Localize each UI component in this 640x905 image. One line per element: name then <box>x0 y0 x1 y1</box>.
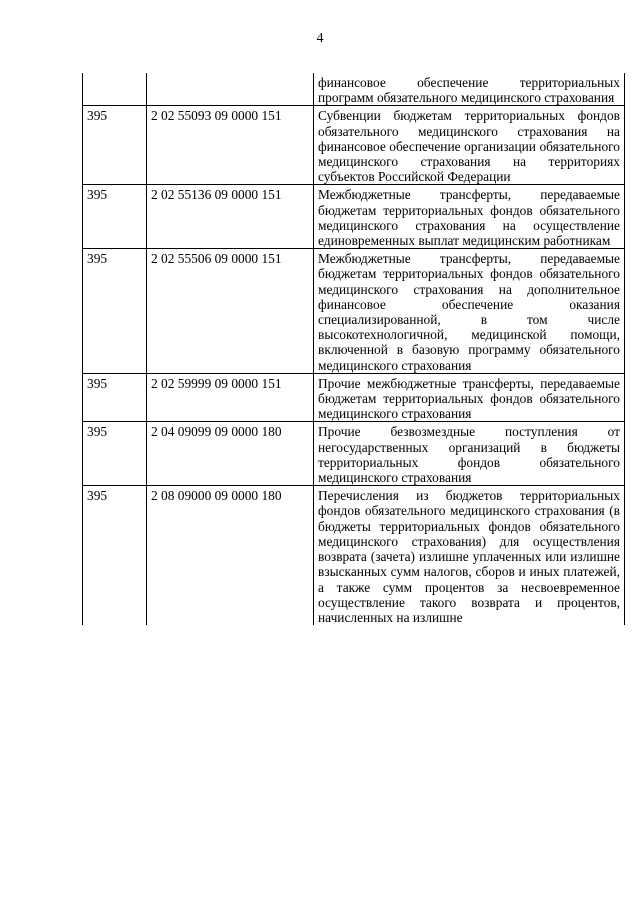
description-cell: Субвенции бюджетам территориальных фондов обязательного медицинского страхования на финансовое обеспечение организации обязательного медицинского страхования на территориях субъектов Российской Федерации <box>314 106 625 185</box>
admin-code-cell: 395 <box>83 422 147 486</box>
admin-code-cell: 395 <box>83 486 147 625</box>
table-row <box>83 373 625 422</box>
table-row <box>83 185 625 249</box>
revenue-code-cell: 2 02 55093 09 0000 151 <box>147 106 314 185</box>
table-row <box>83 486 625 625</box>
description-cell: Перечисления из бюджетов территориальных фондов обязательного медицинского страхования (в бюджеты территориальных фондов обязательного медицинского страхования) для осуществления возврата (зачета) излишне уплаченных или излишне взысканных сумм налогов, сборов и иных платежей, а также сумм процентов за несвоевременное осуществление такого возврата и процентов, начисленных на излишне <box>314 486 625 625</box>
description-cell: финансовое обеспечение территориальных программ обязательного медицинского страхования <box>314 73 625 106</box>
description-cell: Прочие межбюджетные трансферты, передаваемые бюджетам территориальных фондов обязательного медицинского страхования <box>314 373 625 422</box>
admin-code-cell: 395 <box>83 249 147 374</box>
table-row <box>83 249 625 374</box>
revenue-code-cell: 2 02 55136 09 0000 151 <box>147 185 314 249</box>
table-row <box>83 106 625 185</box>
revenue-code-cell <box>147 73 314 106</box>
revenue-code-cell: 2 08 09000 09 0000 180 <box>147 486 314 625</box>
description-cell: Прочие безвозмездные поступления от негосударственных организаций в бюджеты территориальных фондов обязательного медицинского страхования <box>314 422 625 486</box>
page-number: 4 <box>316 31 324 46</box>
description-cell: Межбюджетные трансферты, передаваемые бюджетам территориальных фондов обязательного медицинского страхования на осуществление единовременных выплат медицинским работникам <box>314 185 625 249</box>
admin-code-cell: 395 <box>83 185 147 249</box>
admin-code-cell <box>83 73 147 106</box>
admin-code-cell: 395 <box>83 106 147 185</box>
table-row <box>83 422 625 486</box>
revenue-code-cell: 2 04 09099 09 0000 180 <box>147 422 314 486</box>
table-row <box>83 73 625 106</box>
budget-revenue-table <box>82 73 625 625</box>
revenue-code-cell: 2 02 59999 09 0000 151 <box>147 373 314 422</box>
admin-code-cell: 395 <box>83 373 147 422</box>
description-cell: Межбюджетные трансферты, передаваемые бюджетам территориальных фондов обязательного медицинского страхования на дополнительное финансовое обеспечение оказания специализированной, в том числе высокотехнологичной, медицинской помощи, включенной в базовую программу обязательного медицинского страхования <box>314 249 625 374</box>
revenue-code-cell: 2 02 55506 09 0000 151 <box>147 249 314 374</box>
